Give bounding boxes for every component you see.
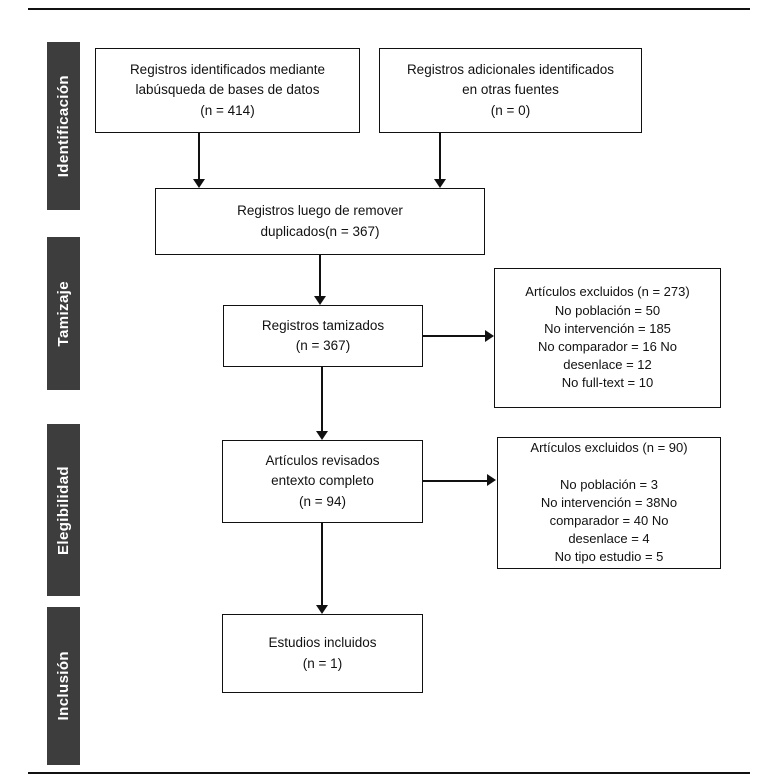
- box-excluded-eligibility-line: comparador = 40 No: [549, 513, 669, 529]
- box-screened-line: (n = 367): [295, 338, 351, 353]
- box-fulltext-review: [222, 440, 423, 523]
- box-excluded-eligibility-line: desenlace = 4: [568, 531, 650, 547]
- box-excluded-screening-line: Artículos excluidos (n = 273): [525, 284, 690, 300]
- arrow-db-to-dedup-head: [193, 179, 205, 188]
- box-fulltext-review-line: entexto completo: [271, 473, 374, 489]
- box-deduplicated-line: duplicados(n = 367): [260, 223, 380, 239]
- box-other-sources: [379, 48, 642, 133]
- stage-inclusion: [47, 607, 80, 765]
- bottom-border: [28, 772, 750, 774]
- box-included: [222, 614, 423, 693]
- box-database-records-line: labúsqueda de bases de datos: [135, 82, 320, 98]
- box-screened-line: Registros tamizados: [261, 317, 385, 333]
- box-database-records-line: Registros identificados mediante: [129, 62, 326, 78]
- box-excluded-screening-line: No full-text = 10: [561, 375, 654, 391]
- box-deduplicated: [155, 188, 485, 255]
- arrow-screened-to-fulltext-line: [321, 367, 323, 432]
- box-excluded-screening: [494, 268, 721, 408]
- stage-inclusion-label: Inclusión: [55, 651, 72, 721]
- box-excluded-eligibility-line: Artículos excluidos (n = 90): [530, 440, 688, 456]
- box-excluded-screening-line: No intervención = 185: [544, 320, 671, 336]
- arrow-other-to-dedup-head: [434, 179, 446, 188]
- stage-elegibilidad-label: Elegibilidad: [55, 465, 72, 555]
- box-fulltext-review-line: Artículos revisados: [265, 453, 380, 469]
- stage-identificacion: [47, 42, 80, 210]
- arrow-fulltext-to-excluded-line: [423, 480, 488, 482]
- arrow-fulltext-to-excluded-head: [487, 474, 496, 486]
- box-database-records: [95, 48, 360, 133]
- box-fulltext-review-line: (n = 94): [299, 493, 346, 509]
- box-database-records-line: (n = 414): [200, 102, 255, 118]
- top-border: [28, 8, 750, 10]
- stage-elegibilidad: [47, 424, 80, 596]
- box-excluded-eligibility-line: No población = 3: [560, 476, 658, 492]
- stage-tamizaje-label: Tamizaje: [55, 280, 72, 347]
- box-other-sources-line: en otras fuentes: [462, 82, 559, 98]
- box-excluded-eligibility: [497, 437, 721, 569]
- arrow-screened-to-excluded-line: [423, 335, 486, 337]
- box-included-line: (n = 1): [302, 655, 343, 671]
- box-excluded-screening-line: desenlace = 12: [563, 357, 652, 373]
- box-excluded-eligibility-line: No intervención = 38No: [540, 494, 678, 510]
- arrow-screened-to-excluded-head: [485, 330, 494, 342]
- box-screened: [223, 305, 423, 367]
- arrow-fulltext-to-included-line: [321, 523, 323, 606]
- box-included-line: Estudios incluidos: [268, 635, 377, 651]
- stage-tamizaje: [47, 237, 80, 390]
- box-other-sources-line: Registros adicionales identificados: [406, 62, 615, 78]
- stage-identificacion-label: Identificación: [55, 74, 72, 178]
- arrow-other-to-dedup-line: [439, 133, 441, 180]
- arrow-db-to-dedup-line: [198, 133, 200, 180]
- box-excluded-eligibility-line: No tipo estudio = 5: [554, 549, 664, 565]
- box-deduplicated-line: Registros luego de remover: [237, 203, 403, 219]
- box-excluded-eligibility-line: [607, 458, 611, 476]
- arrow-fulltext-to-included-head: [316, 605, 328, 614]
- box-excluded-screening-line: No población = 50: [554, 302, 661, 318]
- arrow-dedup-to-screened-line: [319, 255, 321, 297]
- box-excluded-screening-line: No comparador = 16 No: [537, 339, 678, 354]
- box-other-sources-line: (n = 0): [490, 102, 531, 118]
- arrow-screened-to-fulltext-head: [316, 431, 328, 440]
- arrow-dedup-to-screened-head: [314, 296, 326, 305]
